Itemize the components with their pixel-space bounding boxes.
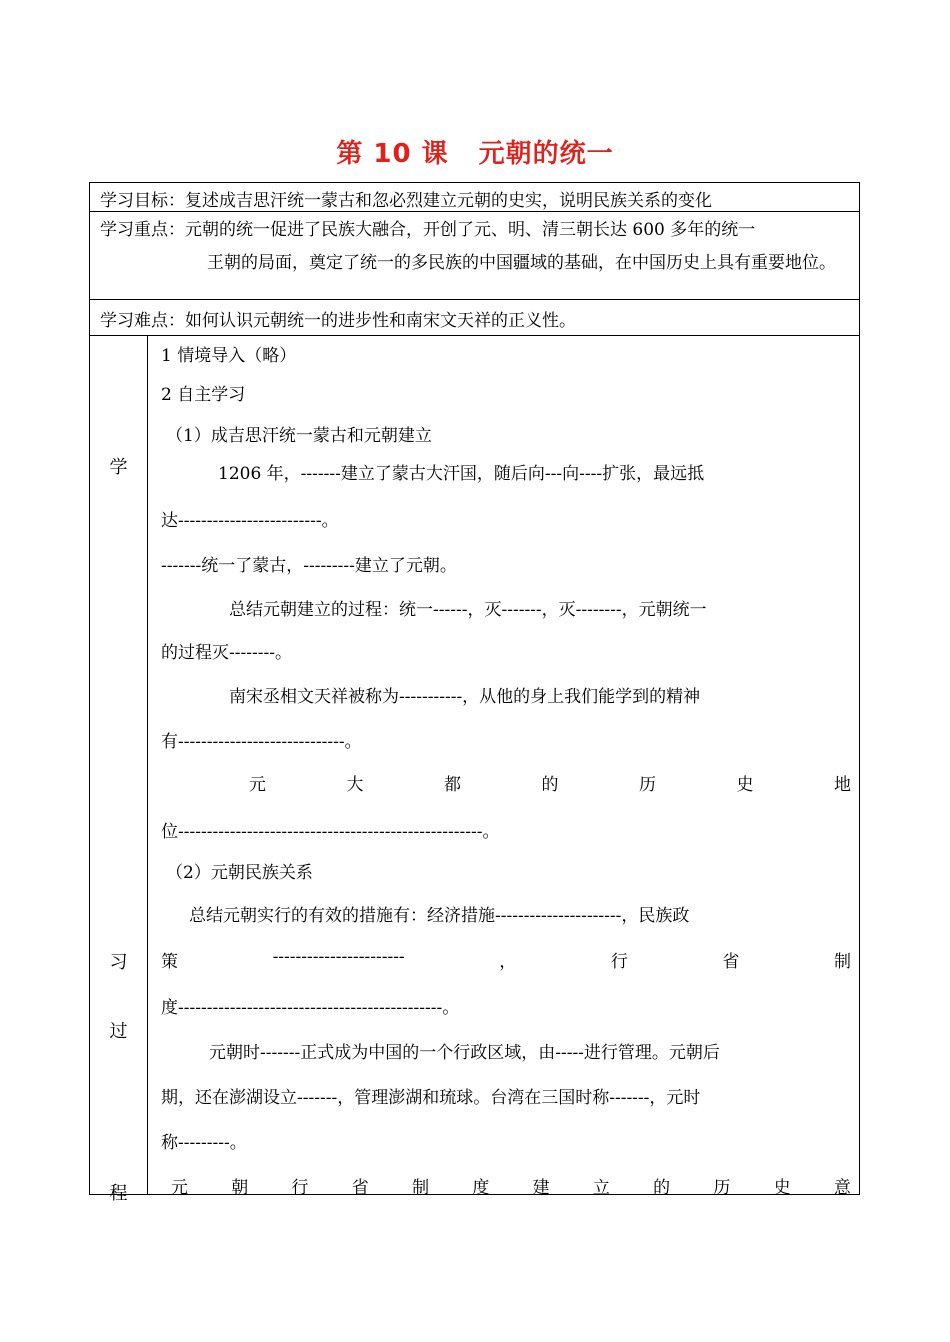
lesson-name: 元朝的统一 (478, 139, 614, 169)
focus-row (90, 212, 859, 300)
word: 史 (736, 775, 754, 795)
word: 元 (171, 1178, 188, 1198)
section-heading: （2）元朝民族关系 (166, 863, 313, 883)
word: 意 (833, 1178, 851, 1198)
word: 朝 (231, 1178, 249, 1198)
process-label-char: 程 (109, 1183, 128, 1204)
word: ----------------------- (272, 947, 405, 967)
justified-line (161, 770, 851, 795)
word: 的 (653, 1178, 671, 1198)
content-line: 元朝时-------正式成为中国的一个行政区域，由-----进行管理。元朝后 (209, 1043, 720, 1063)
process-label-column (90, 336, 148, 1204)
word: 史 (773, 1178, 791, 1198)
difficulty-text: 学习难点：如何认识元朝统一的进步性和南宋文天祥的正义性。 (100, 311, 576, 331)
page-title (0, 133, 950, 170)
learning-process (90, 336, 859, 1204)
content-line: -------统一了蒙古，---------建立了元朝。 (161, 556, 457, 576)
content-line: 称---------。 (161, 1133, 247, 1153)
word: 省 (351, 1178, 369, 1198)
goal-row (90, 183, 859, 212)
word: 大 (346, 775, 364, 795)
word: 的 (541, 775, 559, 795)
goal-text: 学习目标：复述成吉思汗统一蒙古和忽必烈建立元朝的史实，说明民族关系的变化 (100, 191, 712, 211)
content-line: 2 自主学习 (161, 385, 246, 405)
content-line: 度----------------------------------------------。 (161, 998, 460, 1018)
content-line: 达-------------------------。 (161, 511, 339, 531)
content-line: 位-----------------------------------------------------。 (161, 822, 500, 842)
focus-text: 学习重点：元朝的统一促进了民族大融合，开创了元、明、清三朝长达 600 多年的统一 (100, 220, 756, 240)
word: 历 (639, 775, 656, 795)
word: 制 (412, 1178, 430, 1198)
word: 行 (610, 952, 628, 972)
content-line: 1206 年，-------建立了蒙古大汗国，随后向---向----扩张，最远抵 (218, 464, 705, 484)
content-line: 的过程灭--------。 (161, 643, 292, 663)
focus-text-rest: 王朝的局面，奠定了统一的多民族的中国疆域的基础，在中国历史上具有重要地位。 (207, 253, 836, 273)
difficulty-row (90, 300, 859, 336)
content-line: 南宋丞相文天祥被称为-----------，从他的身上我们能学到的精神 (229, 687, 701, 707)
word: 策 (161, 952, 178, 972)
content-line: 期，还在澎湖设立-------，管理澎湖和琉球。台湾在三国时称-------，元时 (161, 1088, 701, 1108)
word: ， (499, 952, 517, 972)
lesson-number: 第 10 课 (336, 139, 449, 169)
word: 元 (249, 775, 266, 795)
word: 省 (722, 952, 740, 972)
word: 制 (833, 952, 851, 972)
study-sheet (89, 182, 860, 1204)
process-label-char: 习 (109, 952, 128, 973)
justified-line (171, 1173, 851, 1198)
word: 度 (472, 1178, 490, 1198)
word: 行 (291, 1178, 309, 1198)
justified-line (161, 947, 851, 972)
word: 都 (444, 775, 461, 795)
process-label-char: 学 (109, 457, 128, 478)
word: 地 (834, 775, 851, 795)
content-line: 总结元朝实行的有效的措施有：经济措施----------------------，民族政 (189, 906, 690, 926)
process-label-char: 过 (109, 1021, 128, 1042)
content-line: 有-----------------------------。 (161, 732, 362, 752)
word: 立 (592, 1178, 610, 1198)
section-heading: （1）成吉思汗统一蒙古和元朝建立 (166, 426, 432, 446)
content-line: 1 情境导入（略） (161, 346, 297, 366)
word: 历 (713, 1178, 731, 1198)
content-line: 总结元朝建立的过程：统一------，灭-------，灭--------，元朝统一 (229, 600, 707, 620)
word: 建 (532, 1178, 550, 1198)
